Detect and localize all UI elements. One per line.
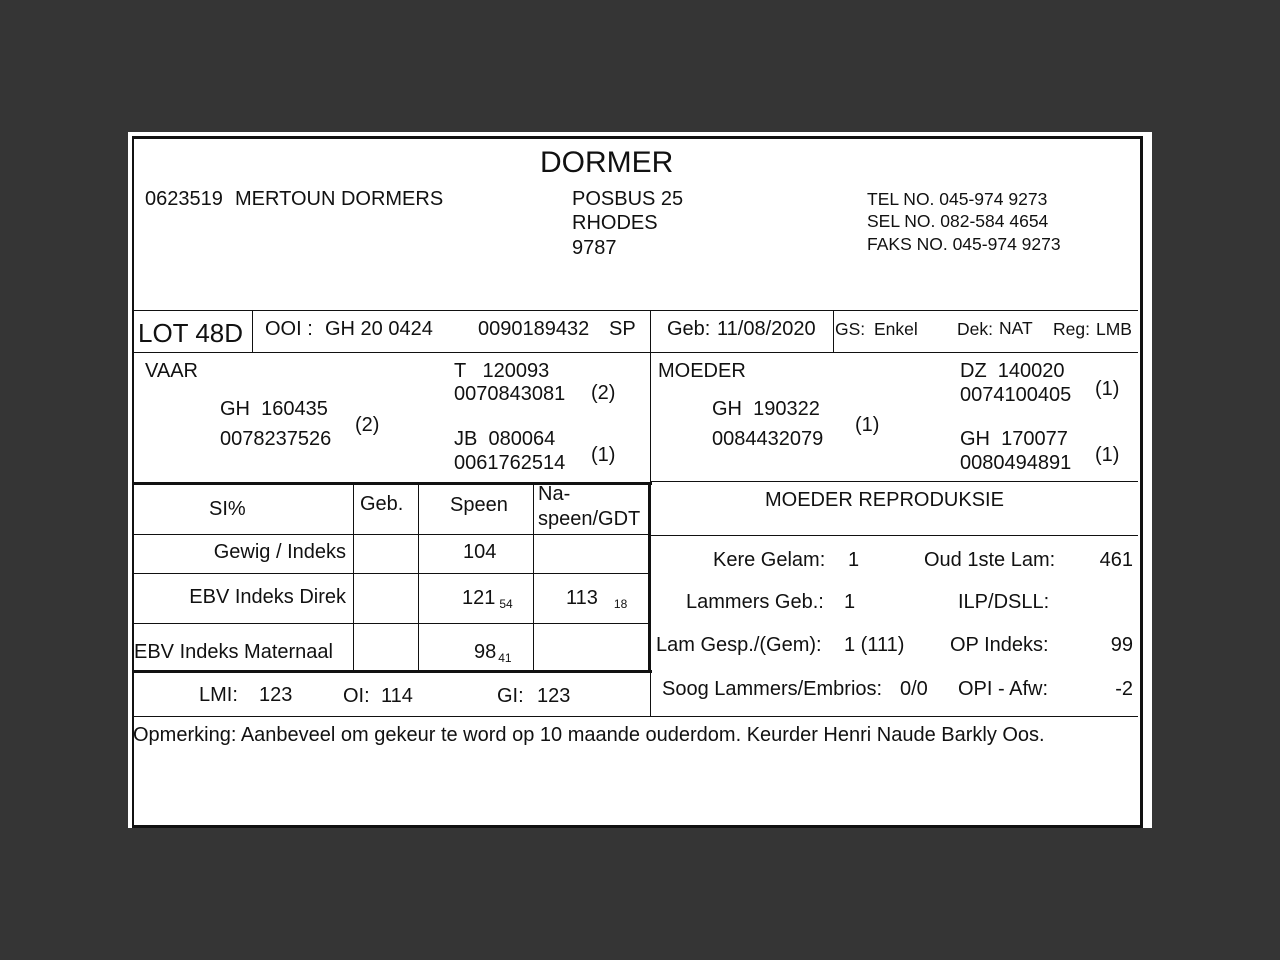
divider xyxy=(353,482,354,670)
divider xyxy=(134,623,650,624)
geb-value: 11/08/2020 xyxy=(717,318,816,340)
repro-title: MOEDER REPRODUKSIE xyxy=(765,489,1004,511)
si-header: SI% xyxy=(209,498,246,520)
moeder-vaar-count: (1) xyxy=(1095,378,1120,400)
row-label: EBV Indeks Direk xyxy=(189,586,346,608)
kere-label: Kere Gelam: xyxy=(713,549,826,571)
speen-value xyxy=(462,587,513,611)
dek-value: NAT xyxy=(999,318,1033,338)
gs-label: GS: xyxy=(835,319,866,339)
divider xyxy=(650,535,1138,536)
vaar-moeder-reg: 0061762514 xyxy=(454,452,566,474)
moeder-moeder-reg: 0080494891 xyxy=(960,452,1072,474)
divider xyxy=(134,573,650,574)
lammers-value: 1 xyxy=(844,591,856,613)
divider xyxy=(252,310,253,352)
address-line-1: POSBUS 25 xyxy=(572,188,684,210)
lmi-value: 123 xyxy=(259,684,293,706)
opi-value: -2 xyxy=(1115,678,1133,700)
vaar-count: (2) xyxy=(355,414,380,436)
row-label: Gewig / Indeks xyxy=(213,541,346,563)
gi-label: GI: xyxy=(497,685,524,707)
opi-label: OPI - Afw: xyxy=(958,678,1049,700)
soog-value: 0/0 xyxy=(900,678,928,700)
oud-label: Oud 1ste Lam: xyxy=(924,549,1056,571)
address-line-2: RHODES xyxy=(572,212,658,234)
breeder-number: 0623519 xyxy=(145,188,223,210)
breed-title: DORMER xyxy=(540,146,674,179)
divider xyxy=(134,310,1138,311)
ooi-label: OOI : xyxy=(265,318,313,340)
speen-value xyxy=(474,641,512,665)
speen-value: 104 xyxy=(463,541,497,563)
remark: Opmerking: Aanbeveel om gekeur te word op 10 maande ouderdom. Keurder Henri Naude Barkly Oos. xyxy=(133,724,1045,746)
sale-catalogue-card xyxy=(128,132,1152,828)
oi-value: 114 xyxy=(381,685,413,707)
naspeen-header-2: speen/GDT xyxy=(538,508,641,530)
divider xyxy=(134,352,1138,353)
speen-accuracy: 54 xyxy=(499,597,513,611)
moeder-reg: 0084432079 xyxy=(712,428,824,450)
vaar-vaar-id: T 120093 xyxy=(454,360,550,382)
ooi-sp: SP xyxy=(609,318,636,340)
geb-header: Geb. xyxy=(360,493,404,515)
gs-value: Enkel xyxy=(874,319,918,339)
moeder-id: GH 190322 xyxy=(712,398,820,420)
divider xyxy=(533,482,534,670)
speen-header: Speen xyxy=(450,494,508,516)
row-label: EBV Indeks Maternaal xyxy=(134,641,333,663)
vaar-moeder-id: JB 080064 xyxy=(454,428,556,450)
ooi-reg: 0090189432 xyxy=(478,318,590,340)
vaar-label: VAAR xyxy=(145,360,198,382)
divider xyxy=(418,482,419,670)
naspeen-value xyxy=(566,587,627,611)
divider xyxy=(134,716,1138,717)
speen-main: 121 xyxy=(462,587,496,609)
oud-value: 461 xyxy=(1099,549,1133,571)
vaar-moeder-count: (1) xyxy=(591,444,616,466)
contact-sel: SEL NO. 082-584 4654 xyxy=(867,211,1049,231)
address-line-3: 9787 xyxy=(572,237,617,259)
ooi-id: GH 20 0424 xyxy=(325,318,433,340)
ilp-label: ILP/DSLL: xyxy=(958,591,1050,613)
vaar-vaar-reg: 0070843081 xyxy=(454,383,566,405)
op-label: OP Indeks: xyxy=(950,634,1049,656)
divider xyxy=(134,670,652,673)
vaar-id: GH 160435 xyxy=(220,398,328,420)
naspeen-main: 113 xyxy=(566,587,598,609)
dek-label: Dek: xyxy=(957,319,993,339)
moeder-moeder-id: GH 170077 xyxy=(960,428,1068,450)
lot-number: LOT 48D xyxy=(138,318,244,348)
lamgesp-value: 1 (111) xyxy=(844,634,905,656)
reg-value: LMB xyxy=(1096,319,1132,339)
vaar-reg: 0078237526 xyxy=(220,428,332,450)
gi-value: 123 xyxy=(537,685,571,707)
speen-accuracy: 41 xyxy=(498,651,512,665)
divider xyxy=(134,534,650,535)
contact-tel: TEL NO. 045-974 9273 xyxy=(867,189,1048,209)
contact-faks: FAKS NO. 045-974 9273 xyxy=(867,234,1061,254)
divider xyxy=(134,482,652,485)
moeder-label: MOEDER xyxy=(658,360,746,382)
moeder-count: (1) xyxy=(855,414,880,436)
breeder-name: MERTOUN DORMERS xyxy=(235,188,444,210)
lamgesp-label: Lam Gesp./(Gem): xyxy=(656,634,822,656)
naspeen-accuracy: 18 xyxy=(613,597,628,611)
oi-label: OI: xyxy=(343,685,370,707)
geb-label: Geb: xyxy=(667,318,711,340)
moeder-vaar-reg: 0074100405 xyxy=(960,384,1072,406)
divider xyxy=(650,481,1138,482)
vaar-vaar-count: (2) xyxy=(591,382,616,404)
divider xyxy=(650,310,651,352)
divider xyxy=(648,482,651,673)
divider xyxy=(833,310,834,352)
speen-main: 98 xyxy=(474,641,497,663)
moeder-moeder-count: (1) xyxy=(1095,444,1120,466)
soog-label: Soog Lammers/Embrios: xyxy=(662,678,883,700)
naspeen-header-1: Na- xyxy=(538,483,571,505)
reg-label: Reg: xyxy=(1053,319,1090,339)
op-value: 99 xyxy=(1110,634,1133,656)
lmi-label: LMI: xyxy=(199,684,238,706)
moeder-vaar-id: DZ 140020 xyxy=(960,360,1065,382)
lammers-label: Lammers Geb.: xyxy=(686,591,824,613)
kere-value: 1 xyxy=(848,549,860,571)
